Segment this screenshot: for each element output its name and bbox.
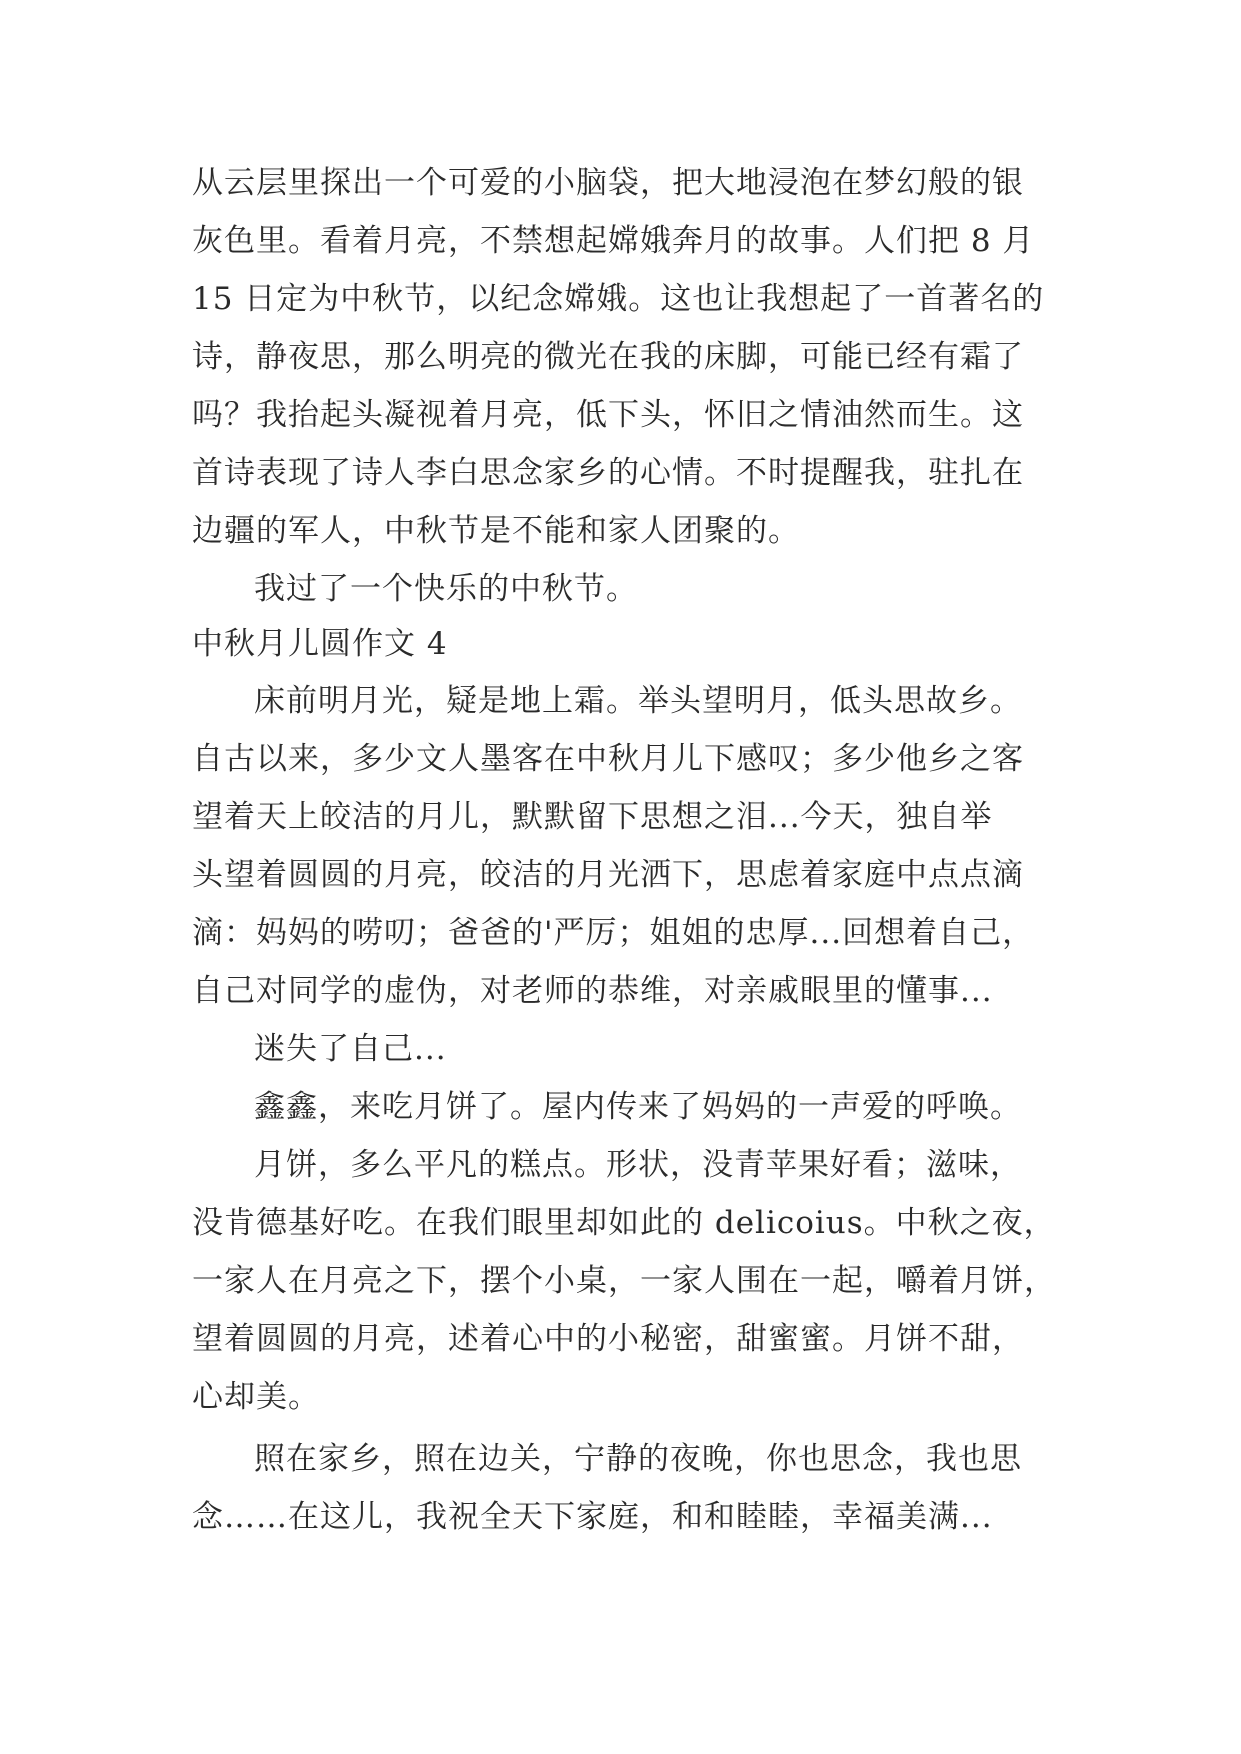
text-line: 头望着圆圆的月亮，皎洁的月光洒下，思虑着家庭中点点滴 — [192, 857, 1024, 893]
text-line: 首诗表现了诗人李白思念家乡的心情。不时提醒我，驻扎在 — [192, 455, 1024, 491]
text-line: 从云层里探出一个可爱的小脑袋，把大地浸泡在梦幻般的银 — [192, 165, 1024, 201]
text-line: 诗，静夜思，那么明亮的微光在我的床脚，可能已经有霜了 — [192, 339, 1024, 375]
text-line: 灰色里。看着月亮，不禁想起嫦娥奔月的故事。人们把 8 月 — [192, 223, 1035, 259]
text-line: 鑫鑫，来吃月饼了。屋内传来了妈妈的一声爱的呼唤。 — [254, 1089, 1022, 1125]
text-line: 迷失了自己... — [254, 1031, 447, 1067]
text-line: 自己对同学的虚伪，对老师的恭维，对亲戚眼里的懂事... — [192, 973, 993, 1009]
text-line: 念……在这儿，我祝全天下家庭，和和睦睦，幸福美满... — [192, 1499, 993, 1535]
text-line: 滴：妈妈的唠叨；爸爸的'严厉；姐姐的忠厚...回想着自己， — [192, 915, 1035, 951]
text-line: 没肯德基好吃。在我们眼里却如此的 delicoius。中秋之夜， — [192, 1205, 1056, 1241]
text-line: 照在家乡，照在边关，宁静的夜晚，你也思念，我也思 — [254, 1441, 1022, 1477]
text-line: 心却美。 — [192, 1379, 320, 1415]
text-line: 15 日定为中秋节，以纪念嫦娥。这也让我想起了一首著名的 — [192, 281, 1045, 317]
text-line: 自古以来，多少文人墨客在中秋月儿下感叹；多少他乡之客 — [192, 741, 1024, 777]
text-line: 边疆的军人，中秋节是不能和家人团聚的。 — [192, 513, 800, 549]
text-line: 一家人在月亮之下，摆个小桌，一家人围在一起，嚼着月饼， — [192, 1263, 1056, 1299]
text-line: 床前明月光，疑是地上霜。举头望明月，低头思故乡。 — [254, 683, 1022, 719]
text-line: 望着天上皎洁的月儿，默默留下思想之泪...今天，独自举 — [192, 799, 993, 835]
section-heading: 中秋月儿圆作文 4 — [192, 626, 448, 662]
text-line: 吗？我抬起头凝视着月亮，低下头，怀旧之情油然而生。这 — [192, 397, 1024, 433]
text-line: 我过了一个快乐的中秋节。 — [254, 571, 638, 607]
text-line: 望着圆圆的月亮，述着心中的小秘密，甜蜜蜜。月饼不甜， — [192, 1321, 1024, 1357]
text-line: 月饼，多么平凡的糕点。形状，没青苹果好看；滋味， — [254, 1147, 1022, 1183]
